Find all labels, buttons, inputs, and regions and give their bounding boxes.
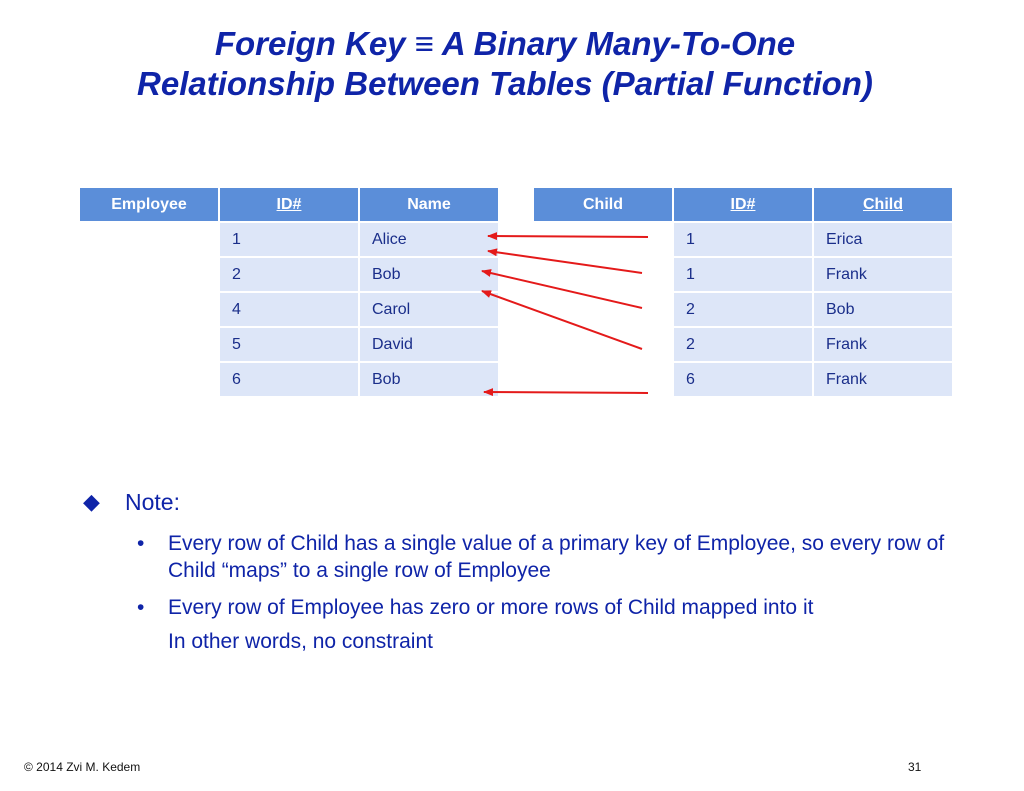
- note-trailing-text: In other words, no constraint: [168, 630, 433, 653]
- title-line-2: Relationship Between Tables (Partial Function): [137, 65, 873, 102]
- employee-id-cell: 6: [219, 362, 359, 397]
- note-bullet-list: [137, 530, 953, 621]
- footer-copyright: © 2014 Zvi M. Kedem: [24, 760, 141, 774]
- note-heading-row: [83, 488, 953, 516]
- employee-table: [78, 186, 500, 398]
- table-row: [79, 292, 499, 327]
- child-id-cell: 1: [673, 222, 813, 257]
- diamond-bullet-icon: ◆: [83, 489, 100, 514]
- table-row: [79, 327, 499, 362]
- page-number: 31: [908, 760, 922, 774]
- employee-name-header: Name: [359, 187, 499, 222]
- table-row: [533, 222, 953, 257]
- child-id-header: ID#: [673, 187, 813, 222]
- table-row: [533, 257, 953, 292]
- child-name-cell: Bob: [813, 292, 953, 327]
- child-table: [532, 186, 954, 398]
- note-section: [83, 488, 953, 655]
- child-table-name-header: Child: [533, 187, 673, 222]
- employee-name-cell: Alice: [359, 222, 499, 257]
- table-row: [533, 362, 953, 397]
- child-id-cell: 6: [673, 362, 813, 397]
- bullet-dot-icon: •: [137, 596, 145, 619]
- note-bullet: • Every row of Child has a single value of a primary key of Employee, so every row of Child “maps” to a single row of Employee: [137, 532, 945, 582]
- note-bullet: • Every row of Employee has zero or more rows of Child mapped into it: [137, 596, 814, 619]
- employee-id-cell: 2: [219, 257, 359, 292]
- employee-name-cell: Carol: [359, 292, 499, 327]
- employee-id-cell: 1: [219, 222, 359, 257]
- child-name-cell: Frank: [813, 327, 953, 362]
- employee-id-cell: 4: [219, 292, 359, 327]
- employee-id-header: ID#: [219, 187, 359, 222]
- employee-name-cell: Bob: [359, 257, 499, 292]
- slide-title: [0, 24, 1010, 104]
- bullet-dot-icon: •: [137, 532, 145, 555]
- child-id-cell: 2: [673, 292, 813, 327]
- child-id-cell: 1: [673, 257, 813, 292]
- child-name-cell: Frank: [813, 257, 953, 292]
- child-name-cell: Erica: [813, 222, 953, 257]
- employee-id-cell: 5: [219, 327, 359, 362]
- table-row: [79, 362, 499, 397]
- child-header-row: [533, 187, 953, 222]
- employee-name-cell: Bob: [359, 362, 499, 397]
- employee-name-cell: David: [359, 327, 499, 362]
- child-name-header: Child: [813, 187, 953, 222]
- table-row: [79, 257, 499, 292]
- child-name-cell: Frank: [813, 362, 953, 397]
- table-row: [79, 222, 499, 257]
- title-line-1: Foreign Key ≡ A Binary Many-To-One: [214, 25, 796, 62]
- child-id-cell: 2: [673, 327, 813, 362]
- employee-table-name-header: Employee: [79, 187, 219, 222]
- table-row: [533, 327, 953, 362]
- table-row: [533, 292, 953, 327]
- note-heading: Note:: [125, 489, 180, 515]
- employee-header-row: [79, 187, 499, 222]
